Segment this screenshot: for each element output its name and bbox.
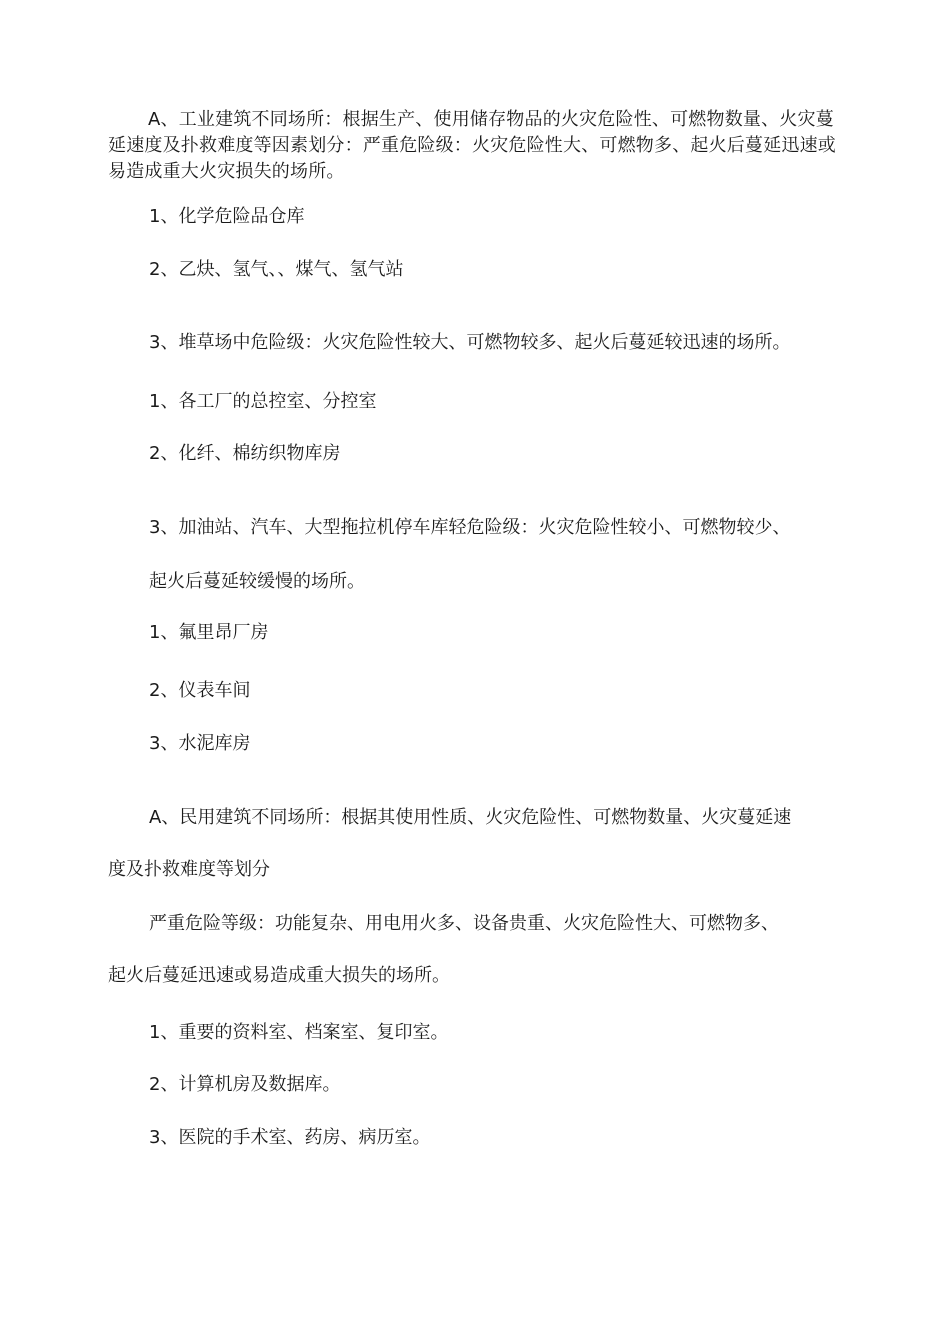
list-item: 1、氟里昂厂房 — [149, 622, 269, 643]
list-item: 3、水泥库房 — [149, 733, 251, 754]
industrial-intro-paragraph: A、工业建筑不同场所：根据生产、使用储存物品的火灾危险性、可燃物数量、火灾蔓延速度及扑救难度等因素划分：严重危险级：火灾危险性大、可燃物多、起火后蔓延迅速或易造成重大火灾损失的场所。 — [108, 109, 836, 182]
list-item: 2、计算机房及数据库。 — [149, 1074, 341, 1095]
list-item: 3、医院的手术室、药房、病历室。 — [149, 1127, 431, 1148]
text-line: 起火后蔓延较缓慢的场所。 — [149, 571, 365, 592]
list-item: 1、重要的资料室、档案室、复印室。 — [149, 1022, 449, 1043]
list-item: 1、各工厂的总控室、分控室 — [149, 391, 377, 412]
text-line: 起火后蔓延迅速或易造成重大损失的场所。 — [108, 965, 450, 986]
list-item: 1、化学危险品仓库 — [149, 206, 305, 227]
list-item: 3、加油站、汽车、大型拖拉机停车库轻危险级：火灾危险性较小、可燃物较少、 — [149, 517, 791, 538]
civil-intro-line: A、民用建筑不同场所：根据其使用性质、火灾危险性、可燃物数量、火灾蔓延速 — [149, 807, 792, 828]
list-item: 3、堆草场中危险级：火灾危险性较大、可燃物较多、起火后蔓延较迅速的场所。 — [149, 332, 791, 353]
list-item: 2、化纤、棉纺织物库房 — [149, 443, 341, 464]
list-item: 2、乙炔、氢气、、煤气、氢气站 — [149, 259, 404, 280]
text-line: 严重危险等级：功能复杂、用电用火多、设备贵重、火灾危险性大、可燃物多、 — [149, 913, 779, 934]
list-item: 2、仪表车间 — [149, 680, 251, 701]
text-line: 度及扑救难度等划分 — [108, 859, 270, 880]
